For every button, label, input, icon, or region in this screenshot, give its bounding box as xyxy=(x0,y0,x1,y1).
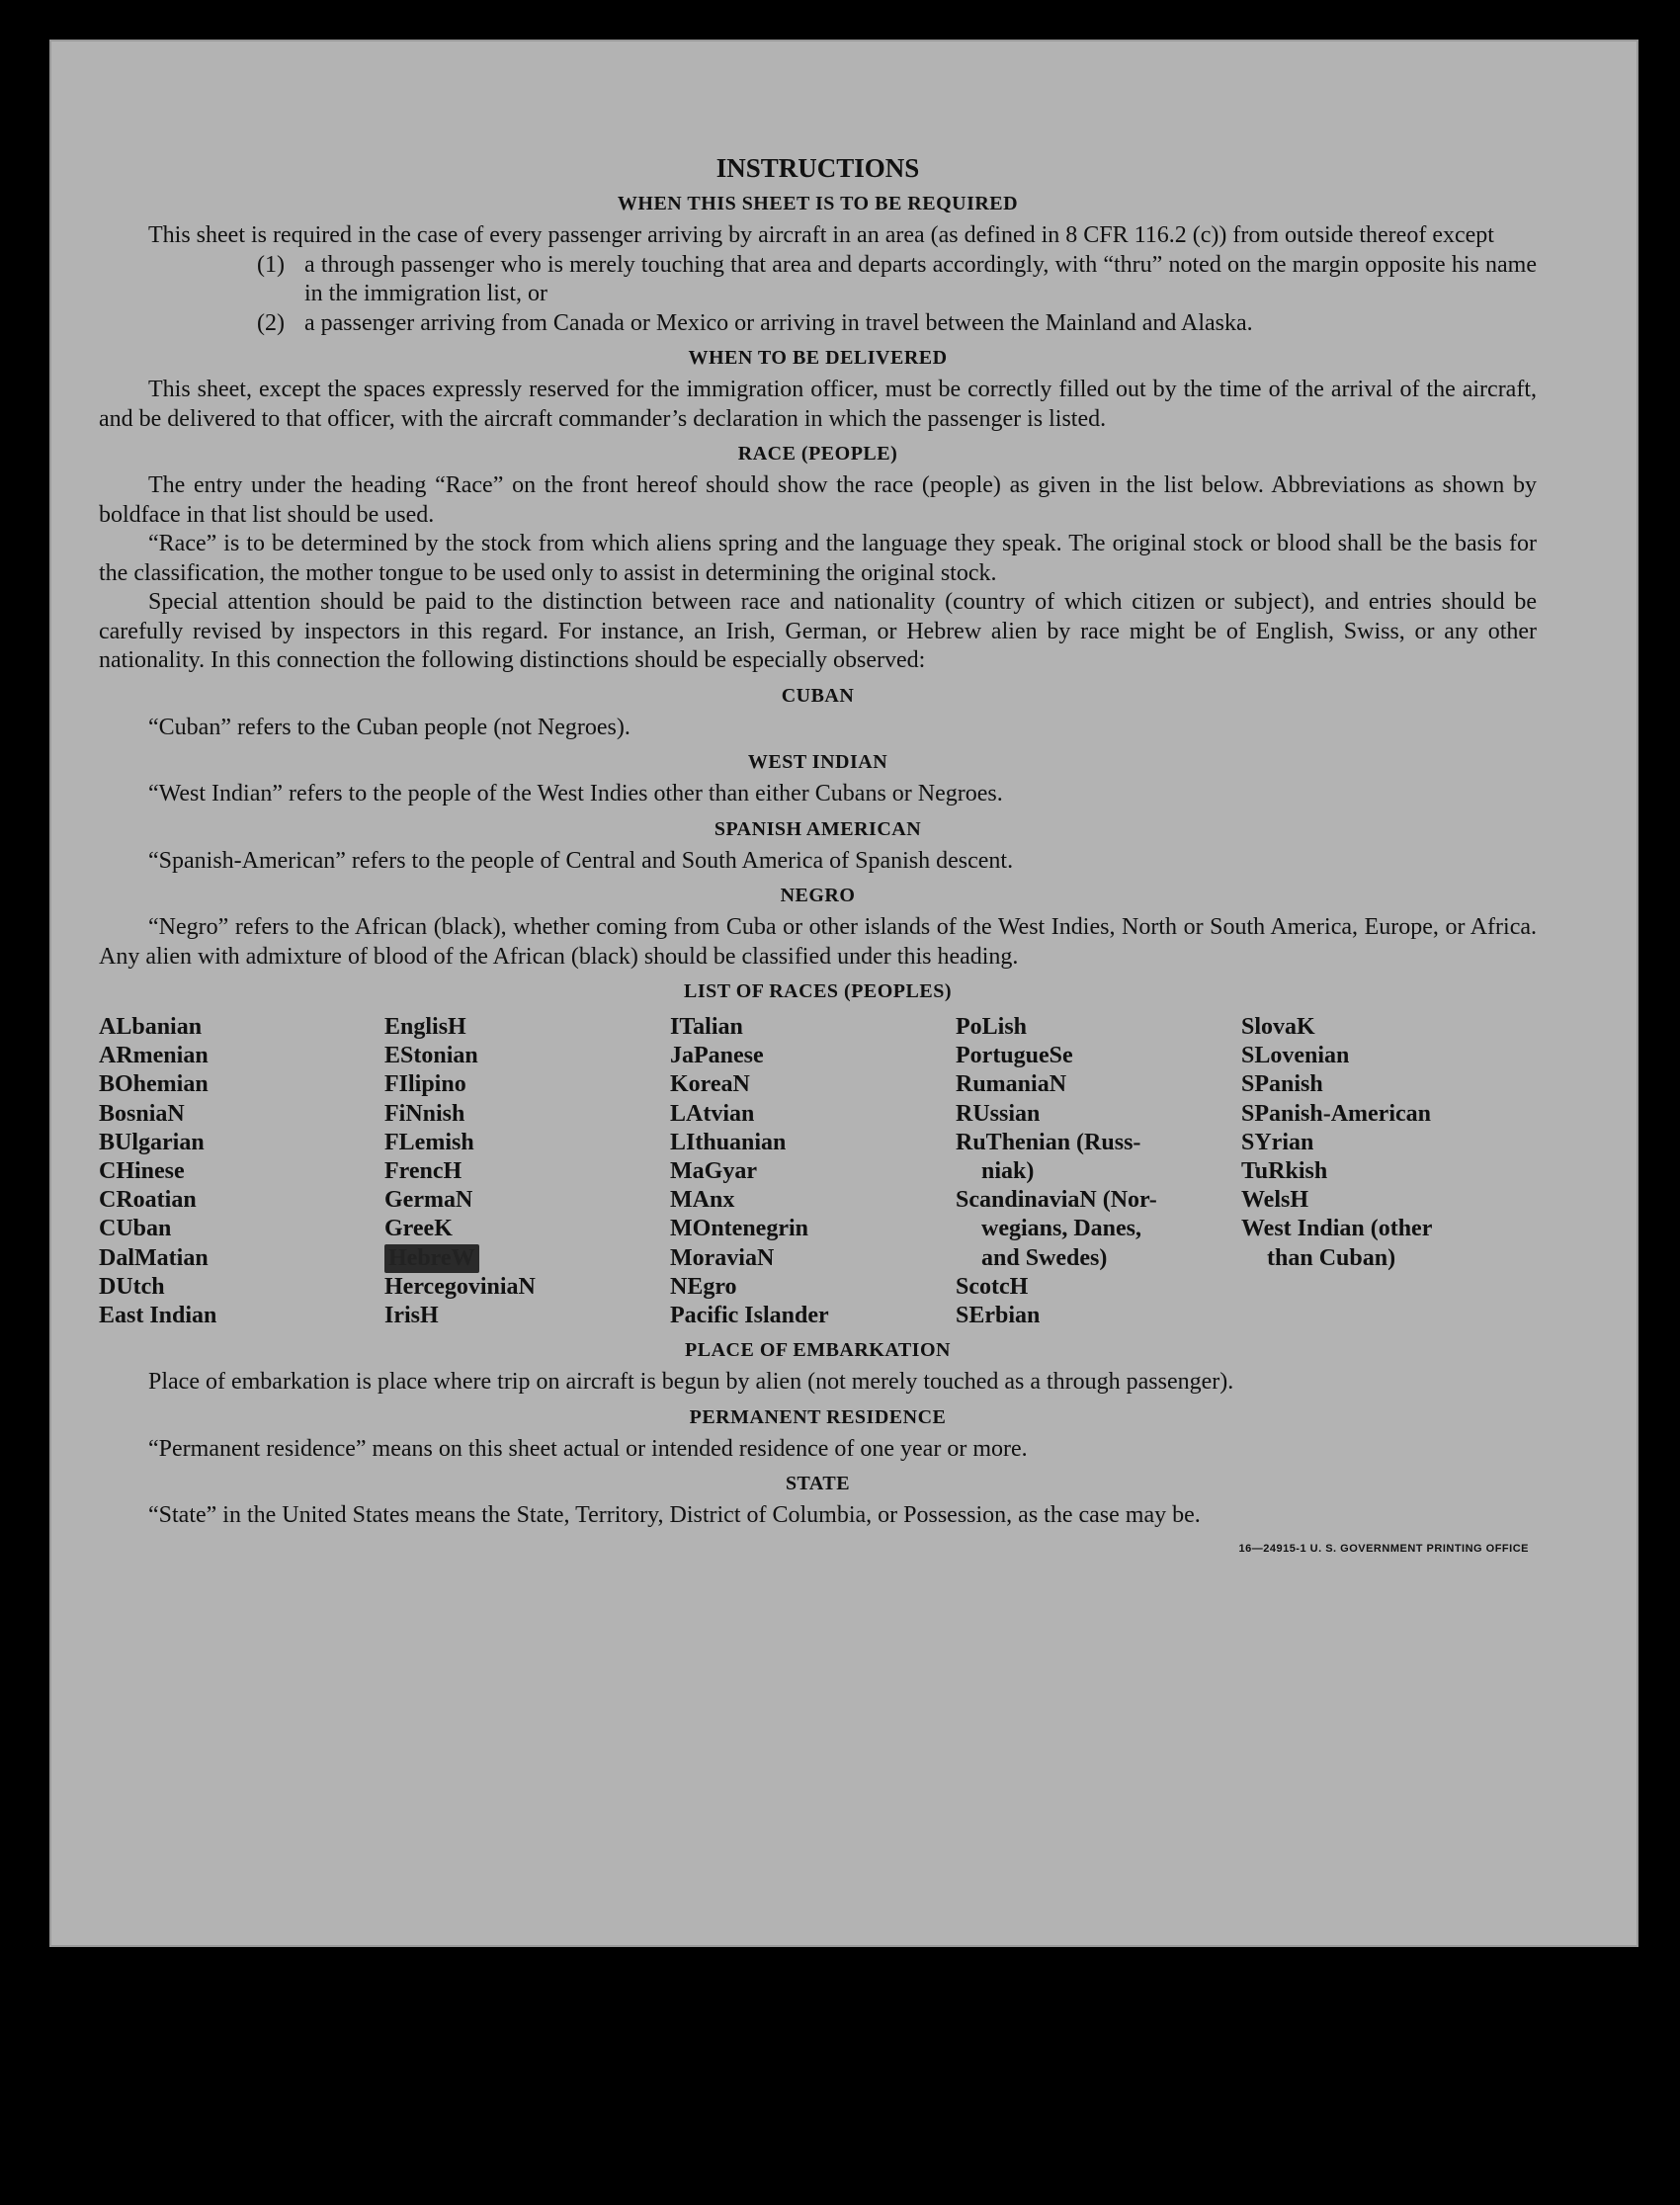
para-permanent-residence: “Permanent residence” means on this sheet actual or intended residence of one year or more. xyxy=(148,1435,1028,1462)
race-entry: FLemish xyxy=(384,1129,474,1155)
race-entry: JaPanese xyxy=(670,1043,764,1069)
race-entry: wegians, Danes, xyxy=(981,1216,1142,1242)
race-entry: GermaN xyxy=(384,1187,473,1214)
para-when-delivered: This sheet, except the spaces expressly reserved for the immigration officer, must be correctly filled out by the time of the arrival of the aircraft, and be delivered to that officer, with the aircraft commander’s declaration in which the passenger is listed. xyxy=(99,377,1537,432)
race-entry: niak) xyxy=(981,1158,1035,1185)
races-column-5 xyxy=(1241,1013,1527,1330)
race-entry: CHinese xyxy=(99,1158,185,1185)
race-entry: WelsH xyxy=(1241,1187,1309,1214)
race-entry: SYrian xyxy=(1241,1129,1314,1155)
para-cuban: “Cuban” refers to the Cuban people (not Negroes). xyxy=(148,714,630,740)
races-list xyxy=(99,1013,1537,1330)
para-west-indian: “West Indian” refers to the people of the West Indies other than either Cubans or Negroes. xyxy=(148,781,1003,806)
page-title: INSTRUCTIONS xyxy=(715,153,920,183)
race-entry: DUtch xyxy=(99,1273,165,1300)
para-race-2: “Race” is to be determined by the stock from which aliens spring and the language they speak. The original stock or blood shall be the basis for the classification, the mother tongue to be used only to assist in determining the original stock. xyxy=(99,531,1537,586)
race-entry: HercegoviniaN xyxy=(384,1273,536,1300)
race-entry: MaGyar xyxy=(670,1158,757,1185)
race-entry: ARmenian xyxy=(99,1043,209,1069)
para-race-3: Special attention should be paid to the distinction between race and nationality (country of which citizen or subject), and entries should be carefully revised by inspectors in this regard. For instance, an Irish, German, or Hebrew alien by race might be of English, Swiss, or any other nationality. In this connection the following distinctions should be especially observed: xyxy=(99,589,1537,673)
race-entry: EnglisH xyxy=(384,1014,466,1040)
para-negro: “Negro” refers to the African (black), whether coming from Cuba or other islands of the West Indies, North or South America, Europe, or Africa. Any alien with admixture of blood of the African (black) should be classified under this heading. xyxy=(99,914,1537,970)
race-entry: BUlgarian xyxy=(99,1129,205,1155)
races-column-4 xyxy=(956,1013,1241,1330)
race-entry: MAnx xyxy=(670,1187,735,1214)
heading-race: RACE (PEOPLE) xyxy=(737,443,898,465)
exception-item xyxy=(257,251,1537,309)
race-entry: FIlipino xyxy=(384,1071,466,1098)
race-entry: GreeK xyxy=(384,1216,453,1242)
race-entry: RUssian xyxy=(956,1100,1041,1127)
race-entry: East Indian xyxy=(99,1303,217,1329)
race-entry: LIthuanian xyxy=(670,1129,787,1155)
para-embarkation: Place of embarkation is place where trip on aircraft is begun by alien (not merely touched as a through passenger). xyxy=(148,1369,1234,1396)
race-entry: MoraviaN xyxy=(670,1244,775,1271)
race-entry: DalMatian xyxy=(99,1244,209,1271)
heading-west-indian: WEST INDIAN xyxy=(747,751,888,773)
heading-permanent-residence: PERMANENT RESIDENCE xyxy=(689,1405,947,1428)
para-state: “State” in the United States means the State, Territory, District of Columbia, or Possession, as the case may be. xyxy=(148,1502,1201,1529)
exception-number: (1) xyxy=(257,251,285,278)
document-page xyxy=(49,40,1638,1947)
redacted-entry: HebreW xyxy=(384,1244,479,1273)
race-entry: Pacific Islander xyxy=(670,1303,829,1329)
heading-negro: NEGRO xyxy=(780,885,856,906)
exception-text: a passenger arriving from Canada or Mexico or arriving in travel between the Mainland and Alaska. xyxy=(304,309,1253,336)
race-entry: SLovenian xyxy=(1241,1043,1350,1069)
heading-cuban: CUBAN xyxy=(781,684,855,707)
heading-embarkation: PLACE OF EMBARKATION xyxy=(685,1339,951,1362)
instructions-content xyxy=(99,153,1537,1555)
heading-when-delivered: WHEN TO BE DELIVERED xyxy=(688,347,948,369)
race-entry: and Swedes) xyxy=(981,1244,1108,1271)
race-entry: RuThenian (Russ- xyxy=(956,1129,1141,1155)
race-entry: NEgro xyxy=(670,1273,737,1300)
race-entry: SlovaK xyxy=(1241,1014,1315,1040)
race-entry: PoLish xyxy=(956,1014,1028,1040)
race-entry: ScotcH xyxy=(956,1273,1029,1300)
race-entry: ITalian xyxy=(670,1014,743,1040)
race-entry: SPanish-American xyxy=(1241,1100,1431,1127)
heading-when-required: WHEN THIS SHEET IS TO BE REQUIRED xyxy=(617,193,1019,214)
race-entry: BOhemian xyxy=(99,1071,209,1098)
races-column-2 xyxy=(384,1013,670,1330)
race-entry: SErbian xyxy=(956,1303,1041,1329)
state-block xyxy=(99,1501,1537,1555)
race-entry: CRoatian xyxy=(99,1187,197,1214)
races-column-1 xyxy=(99,1013,384,1330)
exception-item xyxy=(257,309,1537,339)
race-entry: FrencH xyxy=(384,1158,462,1185)
heading-list-of-races: LIST OF RACES (PEOPLES) xyxy=(683,980,952,1002)
exception-text: a through passenger who is merely touching that area and departs accordingly, with “thru” noted on the margin opposite his name in the immigration list, or xyxy=(304,251,1537,306)
race-entry: ScandinaviaN (Nor- xyxy=(956,1187,1157,1214)
race-entry: FiNnish xyxy=(384,1100,465,1127)
race-entry: CUban xyxy=(99,1216,172,1242)
race-entry: LAtvian xyxy=(670,1100,755,1127)
race-entry xyxy=(384,1244,670,1273)
race-entry: RumaniaN xyxy=(956,1071,1067,1098)
para-race-1: The entry under the heading “Race” on the front hereof should show the race (people) as given in the list below. Abbreviations as shown by boldface in that list should be used. xyxy=(99,472,1537,528)
race-entry: West Indian (other xyxy=(1241,1216,1433,1242)
race-entry: MOntenegrin xyxy=(670,1216,808,1242)
race-entry: EStonian xyxy=(384,1043,478,1069)
race-entry: KoreaN xyxy=(670,1071,750,1098)
para-when-required: This sheet is required in the case of every passenger arriving by aircraft in an area (as defined in 8 CFR 116.2 (c)) from outside thereof except xyxy=(148,222,1494,248)
heading-state: STATE xyxy=(785,1473,851,1495)
race-entry: SPanish xyxy=(1241,1071,1323,1098)
race-entry: ALbanian xyxy=(99,1014,203,1040)
exception-number: (2) xyxy=(257,309,285,336)
heading-spanish-american: SPANISH AMERICAN xyxy=(714,817,922,840)
printing-office-code: 16—24915-1 U. S. GOVERNMENT PRINTING OFFICE xyxy=(1238,1542,1529,1555)
race-entry: TuRkish xyxy=(1241,1158,1328,1185)
race-entry: PortugueSe xyxy=(956,1043,1073,1069)
races-column-3 xyxy=(670,1013,956,1330)
race-entry: BosniaN xyxy=(99,1100,185,1127)
race-entry: than Cuban) xyxy=(1267,1244,1396,1271)
para-spanish-american: “Spanish-American” refers to the people of Central and South America of Spanish descent. xyxy=(148,847,1014,874)
race-entry: IrisH xyxy=(384,1303,439,1329)
